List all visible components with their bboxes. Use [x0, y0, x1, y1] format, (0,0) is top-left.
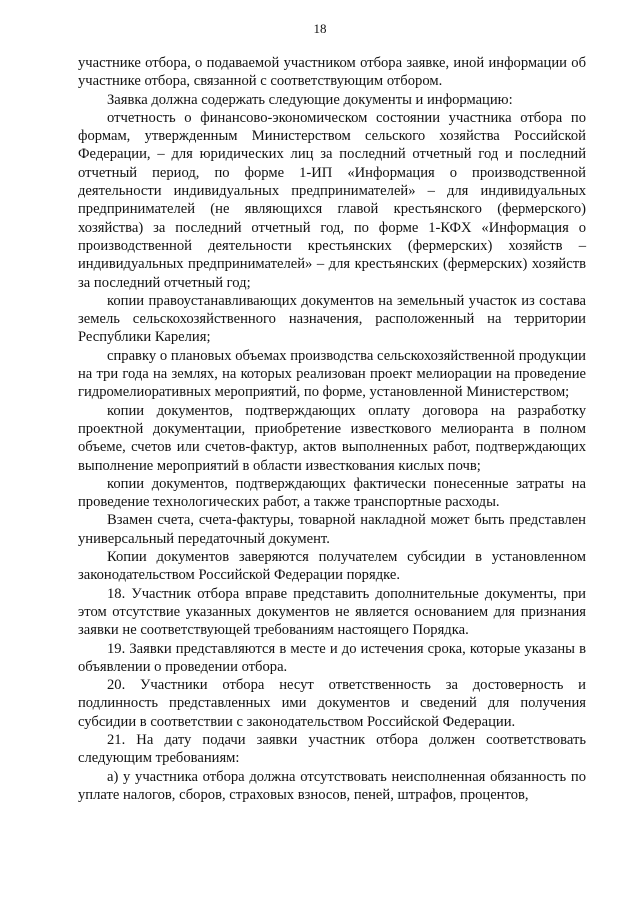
paragraph-item-21-a: а) у участника отбора должна отсутствовать неисполненная обязанность по уплате налогов, сборов, страховых взносов, пеней, штрафов, процентов, — [78, 768, 586, 803]
paragraph-payment-documents: копии документов, подтверждающих оплату договора на разработку проектной документации, приобретение известкового мелиоранта в полном объеме, счетов или счетов-фактур, актов выполненных работ, подтверждающих выполнение мероприятий в области известкования кислых почв; — [78, 402, 586, 474]
paragraph-application-contents: Заявка должна содержать следующие документы и информацию: — [107, 91, 513, 108]
paragraph-item-20: 20. Участники отбора несут ответственность за достоверность и подлинность представленных ими документов и сведений для получения субсидии в соответствии с законодательством Российской Федерации. — [78, 677, 586, 730]
paragraph-actual-costs-documents: копии документов, подтверждающих фактически понесенные затраты на проведение технологических работ, а также транспортные расходы. — [78, 475, 586, 511]
paragraph-land-title-documents: копии правоустанавливающих документов на земельный участок из состава земель сельскохозяйственного назначения, расположенный на территории Республики Карелия; — [78, 292, 586, 346]
page-number: 18 — [313, 21, 327, 36]
paragraph-production-plan-certificate: справку о плановых объемах производства сельскохозяйственной продукции на три года на землях, на которых реализован проект мелиорации на проведение гидромелиоративных мероприятий, по форме, установленной Министерством; — [78, 347, 586, 401]
paragraph-financial-reporting: отчетность о финансово-экономическом состоянии участника отбора по формам, утвержденным Министерством сельского хозяйства Российской Федерации, – для юридических лиц за последний отчетный год и последний отчетный период, по форме 1-ИП «Информация о производственной деятельности индивидуальных предпринимателей» – для индивидуальных предпринимателей (не являющихся главой крестьянского (фермерского) хозяйства) за последний отчетный год, по форме 1-КФХ «Информация о производственной деятельности крестьянских (фермерских) хозяйств – индивидуальных предпринимателей» – для крестьянских (фермерских) хозяйств за последний отчетный год; — [78, 109, 586, 291]
document-body — [78, 54, 586, 804]
paragraph-continuation: участнике отбора, о подаваемой участником отбора заявке, иной информации об участнике отбора, связанной с соответствующим отбором. — [78, 55, 586, 90]
paragraph-universal-transfer-document: Взамен счета, счета-фактуры, товарной накладной может быть представлен универсальный передаточный документ. — [78, 512, 586, 547]
paragraph-document-certification: Копии документов заверяются получателем субсидии в установленном законодательством Российской Федерации порядке. — [78, 549, 586, 584]
paragraph-item-21: 21. На дату подачи заявки участник отбора должен соответствовать следующим требованиям: — [78, 731, 586, 767]
paragraph-item-19: 19. Заявки представляются в месте и до истечения срока, которые указаны в объявлении о проведении отбора. — [78, 640, 586, 675]
paragraph-item-18: 18. Участник отбора вправе представить дополнительные документы, при этом отсутствие указанных документов не является основанием для признания заявки не соответствующей требованиям настоящего Порядка. — [78, 585, 586, 639]
